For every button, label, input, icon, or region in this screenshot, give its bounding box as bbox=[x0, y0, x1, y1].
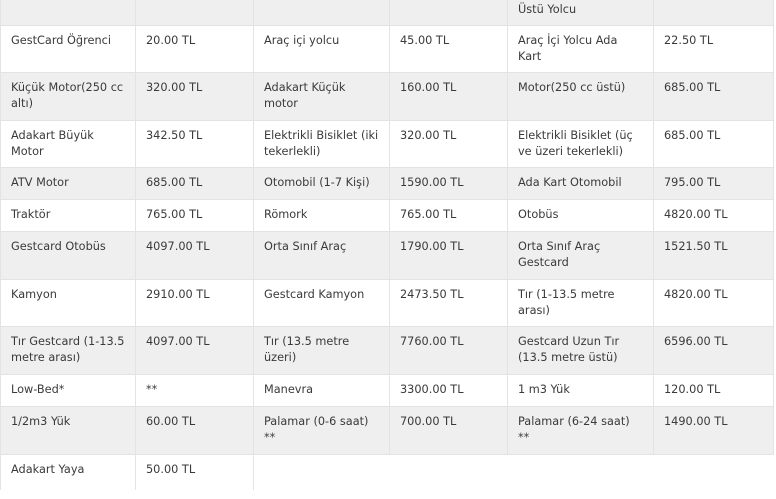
table-cell-item-name: Adakart Yaya bbox=[1, 455, 136, 490]
table-cell-item-price: 3300.00 TL bbox=[390, 375, 508, 407]
empty-cell bbox=[254, 455, 774, 490]
table-cell-item-name: ATV Motor bbox=[1, 168, 136, 200]
table-row bbox=[1, 0, 774, 26]
table-cell-item-price: 2910.00 TL bbox=[136, 280, 254, 327]
table-cell-item-name: Palamar (6-24 saat) ** bbox=[508, 407, 654, 455]
table-cell-item-name: Adakart Küçük motor bbox=[254, 73, 390, 121]
table-row bbox=[1, 280, 774, 327]
table-cell-item-name: Küçük Motor(250 cc altı) bbox=[1, 73, 136, 121]
table-cell-item-name: Manevra bbox=[254, 375, 390, 407]
table-cell-item-price: 160.00 TL bbox=[390, 73, 508, 121]
table-cell-item-price: 765.00 TL bbox=[136, 200, 254, 232]
table-cell-item-name: Low-Bed* bbox=[1, 375, 136, 407]
table-cell-item-price bbox=[136, 0, 254, 26]
table-cell-item-name: Traktör bbox=[1, 200, 136, 232]
table-cell-item-name: Otobüs bbox=[508, 200, 654, 232]
table-cell-item-price: 45.00 TL bbox=[390, 26, 508, 73]
table-cell-item-price: 4820.00 TL bbox=[654, 200, 774, 232]
table-cell-item-price: 22.50 TL bbox=[654, 26, 774, 73]
table-cell-item-price: 1590.00 TL bbox=[390, 168, 508, 200]
table-cell-item-price: 685.00 TL bbox=[136, 168, 254, 200]
price-table-body bbox=[1, 0, 774, 490]
table-cell-item-price: ** bbox=[136, 375, 254, 407]
table-row bbox=[1, 375, 774, 407]
table-row bbox=[1, 455, 774, 490]
table-row bbox=[1, 407, 774, 455]
table-cell-item-price: 50.00 TL bbox=[136, 455, 254, 490]
table-cell-item-name: 1/2m3 Yük bbox=[1, 407, 136, 455]
table-cell-item-price: 6596.00 TL bbox=[654, 327, 774, 375]
table-cell-item-price: 7760.00 TL bbox=[390, 327, 508, 375]
table-cell-item-price: 1490.00 TL bbox=[654, 407, 774, 455]
table-cell-item-price: 685.00 TL bbox=[654, 121, 774, 168]
table-row bbox=[1, 121, 774, 168]
table-cell-item-price: 4097.00 TL bbox=[136, 232, 254, 280]
table-cell-item-price bbox=[390, 0, 508, 26]
table-cell-item-name: Gestcard Kamyon bbox=[254, 280, 390, 327]
table-cell-item-name: Ada Kart Otomobil bbox=[508, 168, 654, 200]
table-cell-item-price: 685.00 TL bbox=[654, 73, 774, 121]
table-cell-item-name: Otomobil (1-7 Kişi) bbox=[254, 168, 390, 200]
table-cell-item-price: 1790.00 TL bbox=[390, 232, 508, 280]
table-cell-item-price: 4820.00 TL bbox=[654, 280, 774, 327]
table-cell-item-price: 320.00 TL bbox=[390, 121, 508, 168]
table-cell-item-price: 765.00 TL bbox=[390, 200, 508, 232]
table-cell-item-name: Motor(250 cc üstü) bbox=[508, 73, 654, 121]
table-cell-item-name: Orta Sınıf Araç bbox=[254, 232, 390, 280]
table-row bbox=[1, 200, 774, 232]
table-cell-item-name: GestCard Öğrenci bbox=[1, 26, 136, 73]
table-cell-item-price: 2473.50 TL bbox=[390, 280, 508, 327]
table-cell-item-name: Tır (1-13.5 metre arası) bbox=[508, 280, 654, 327]
table-cell-item-price: 60.00 TL bbox=[136, 407, 254, 455]
table-cell-item-name: Üstü Yolcu bbox=[508, 0, 654, 26]
table-cell-item-name bbox=[254, 0, 390, 26]
table-row bbox=[1, 73, 774, 121]
table-row bbox=[1, 232, 774, 280]
table-cell-item-name: Kamyon bbox=[1, 280, 136, 327]
table-cell-item-price: 795.00 TL bbox=[654, 168, 774, 200]
table-row bbox=[1, 26, 774, 73]
table-cell-item-name: Araç İçi Yolcu Ada Kart bbox=[508, 26, 654, 73]
table-cell-item-price: 4097.00 TL bbox=[136, 327, 254, 375]
table-cell-item-name bbox=[1, 0, 136, 26]
table-cell-item-price: 20.00 TL bbox=[136, 26, 254, 73]
table-cell-item-name: Elektrikli Bisiklet (üç ve üzeri tekerlekli) bbox=[508, 121, 654, 168]
table-cell-item-price bbox=[654, 0, 774, 26]
table-cell-item-name: Araç içi yolcu bbox=[254, 26, 390, 73]
table-cell-item-name: Gestcard Uzun Tır (13.5 metre üstü) bbox=[508, 327, 654, 375]
table-cell-item-name: Tır (13.5 metre üzeri) bbox=[254, 327, 390, 375]
table-row bbox=[1, 168, 774, 200]
table-cell-item-name: Orta Sınıf Araç Gestcard bbox=[508, 232, 654, 280]
table-cell-item-name: 1 m3 Yük bbox=[508, 375, 654, 407]
table-cell-item-price: 320.00 TL bbox=[136, 73, 254, 121]
table-row bbox=[1, 327, 774, 375]
table-cell-item-name: Adakart Büyük Motor bbox=[1, 121, 136, 168]
table-cell-item-name: Elektrikli Bisiklet (iki tekerlekli) bbox=[254, 121, 390, 168]
table-cell-item-price: 700.00 TL bbox=[390, 407, 508, 455]
table-cell-item-name: Palamar (0-6 saat) ** bbox=[254, 407, 390, 455]
table-cell-item-price: 342.50 TL bbox=[136, 121, 254, 168]
table-cell-item-name: Tır Gestcard (1-13.5 metre arası) bbox=[1, 327, 136, 375]
table-cell-item-price: 120.00 TL bbox=[654, 375, 774, 407]
table-cell-item-price: 1521.50 TL bbox=[654, 232, 774, 280]
table-cell-item-name: Römork bbox=[254, 200, 390, 232]
table-cell-item-name: Gestcard Otobüs bbox=[1, 232, 136, 280]
